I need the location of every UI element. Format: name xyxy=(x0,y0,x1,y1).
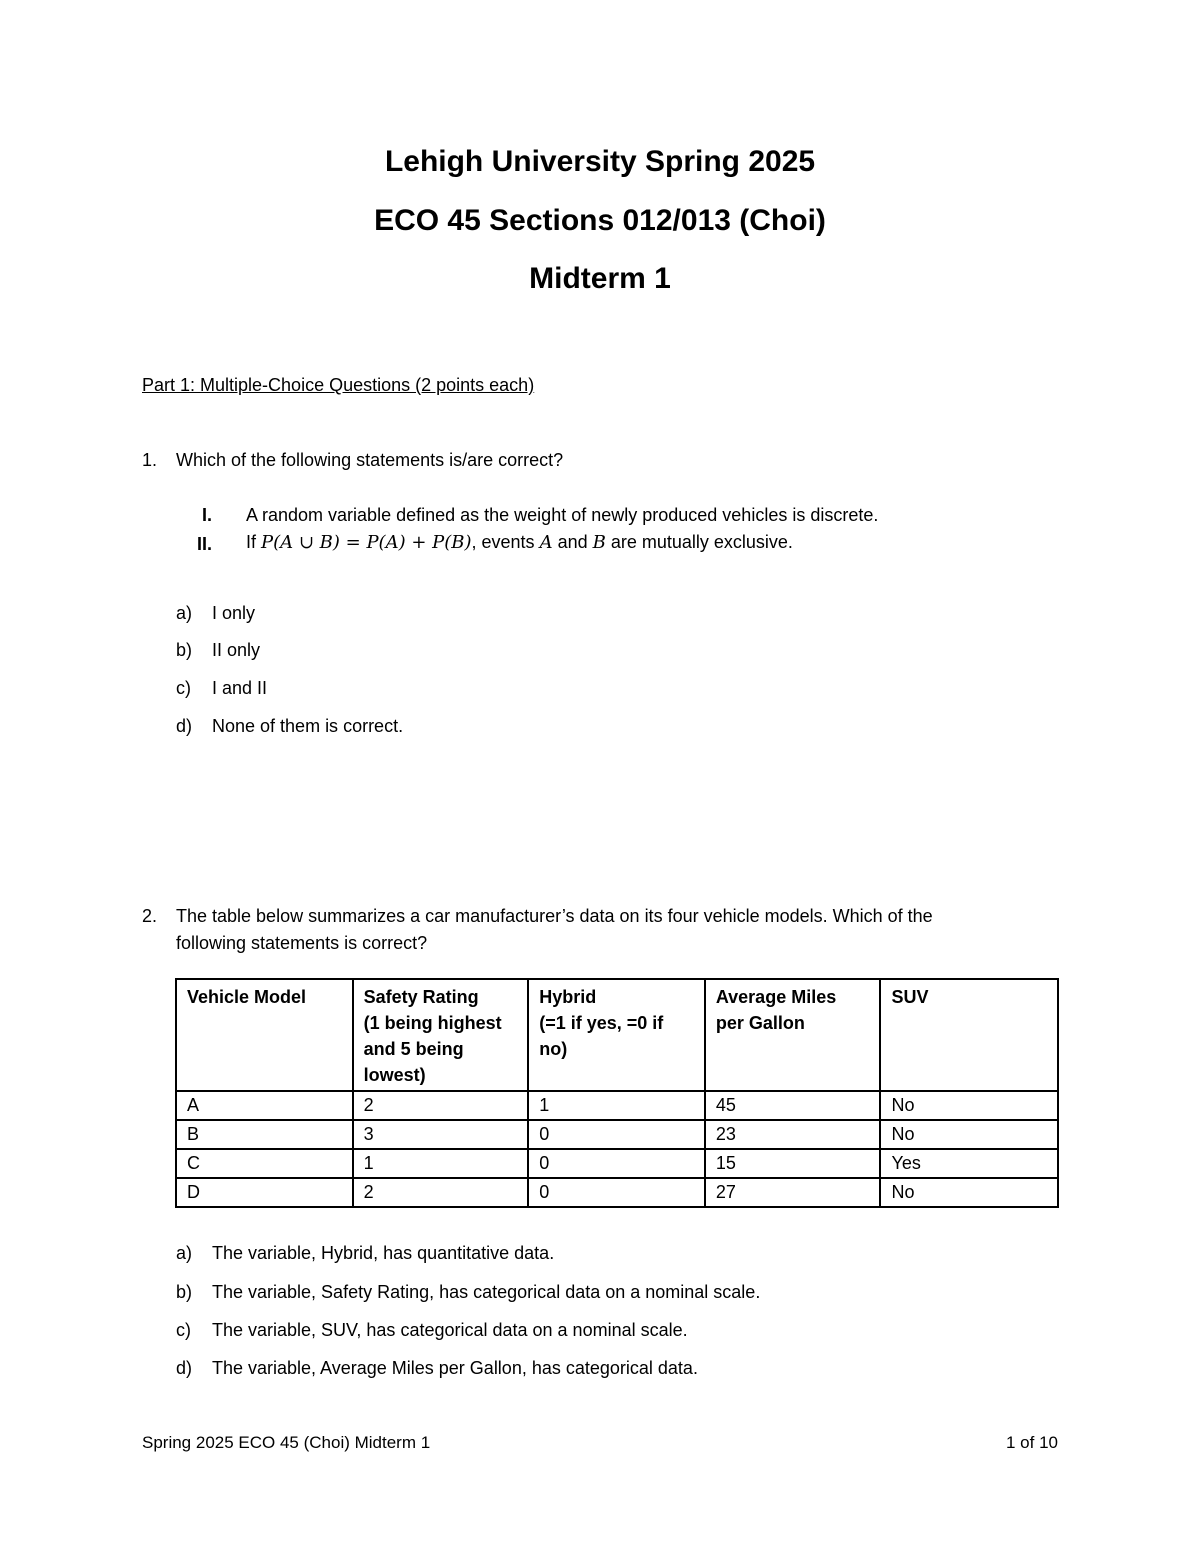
table-row xyxy=(176,1120,1058,1149)
q1-statement-1-text: A random variable defined as the weight of newly produced vehicles is discrete. xyxy=(246,505,879,525)
header-avg-mpg: Average Miles per Gallon xyxy=(705,979,881,1091)
q2-option-a-letter: a) xyxy=(176,1243,193,1263)
q2-option-d: The variable, Average Miles per Gallon, has categorical data. xyxy=(212,1358,698,1378)
cell: B xyxy=(176,1120,353,1149)
footer-course-label: Spring 2025 ECO 45 (Choi) Midterm 1 xyxy=(142,1433,431,1452)
probability-formula: P(A ∪ B) = P(A) + P(B) xyxy=(261,532,472,553)
q1-option-d: None of them is correct. xyxy=(212,716,404,736)
q2-option-b-letter: b) xyxy=(176,1282,193,1302)
cell: Yes xyxy=(880,1149,1058,1178)
q1-option-c-letter: c) xyxy=(176,678,191,698)
q1-statement-1-number: I. xyxy=(201,505,212,525)
q1-option-b: II only xyxy=(212,640,261,660)
cell: No xyxy=(880,1091,1058,1120)
exam-title: Midterm 1 xyxy=(529,262,671,295)
cell: 1 xyxy=(528,1091,705,1120)
header-hybrid: Hybrid (=1 if yes, =0 if no) xyxy=(528,979,705,1091)
part1-heading: Part 1: Multiple-Choice Questions (2 points each) xyxy=(142,375,535,395)
q2-text-line1: The table below summarizes a car manufacturer’s data on its four vehicle models. Which of the xyxy=(176,906,933,926)
q2-text-line2: following statements is correct? xyxy=(176,933,428,953)
q2-option-a: The variable, Hybrid, has quantitative data. xyxy=(212,1243,555,1263)
cell: 23 xyxy=(705,1120,881,1149)
vehicle-data-table xyxy=(175,978,1059,1208)
cell: No xyxy=(880,1178,1058,1207)
header-suv: SUV xyxy=(880,979,1058,1091)
q2-number: 2. xyxy=(142,906,158,926)
cell: 15 xyxy=(705,1149,881,1178)
cell: No xyxy=(880,1120,1058,1149)
table-row xyxy=(176,1178,1058,1207)
q2-option-c: The variable, SUV, has categorical data on a nominal scale. xyxy=(212,1320,688,1340)
q1-option-d-letter: d) xyxy=(176,716,193,736)
cell: C xyxy=(176,1149,353,1178)
header-safety-rating: Safety Rating (1 being highest and 5 being lowest) xyxy=(353,979,529,1091)
q1-number: 1. xyxy=(142,450,158,470)
cell: 0 xyxy=(528,1178,705,1207)
course-title: ECO 45 Sections 012/013 (Choi) xyxy=(374,204,826,237)
q1-statement-2-number: II. xyxy=(196,534,212,554)
q1-text: Which of the following statements is/are correct? xyxy=(176,450,564,470)
q1-statement-2-text: If P(A ∪ B) = P(A) + P(B), events A and B are mutually exclusive. xyxy=(246,532,793,553)
table-header-row xyxy=(176,979,1058,1091)
cell: 0 xyxy=(528,1120,705,1149)
header-vehicle-model: Vehicle Model xyxy=(176,979,353,1091)
cell: 0 xyxy=(528,1149,705,1178)
cell: 1 xyxy=(353,1149,529,1178)
cell: A xyxy=(176,1091,353,1120)
q1-option-c: I and II xyxy=(212,678,268,698)
q2-option-c-letter: c) xyxy=(176,1320,191,1340)
cell: 45 xyxy=(705,1091,881,1120)
q2-option-d-letter: d) xyxy=(176,1358,193,1378)
table-row xyxy=(176,1149,1058,1178)
q2-option-b: The variable, Safety Rating, has categorical data on a nominal scale. xyxy=(212,1282,761,1302)
table-row xyxy=(176,1091,1058,1120)
cell: 27 xyxy=(705,1178,881,1207)
university-title: Lehigh University Spring 2025 xyxy=(384,145,816,178)
cell: 3 xyxy=(353,1120,529,1149)
q1-option-a-letter: a) xyxy=(176,603,193,623)
cell: 2 xyxy=(353,1178,529,1207)
q1-option-a: I only xyxy=(212,603,256,623)
cell: 2 xyxy=(353,1091,529,1120)
footer-page-number: 1 of 10 xyxy=(1006,1433,1058,1452)
q1-option-b-letter: b) xyxy=(176,640,193,660)
cell: D xyxy=(176,1178,353,1207)
